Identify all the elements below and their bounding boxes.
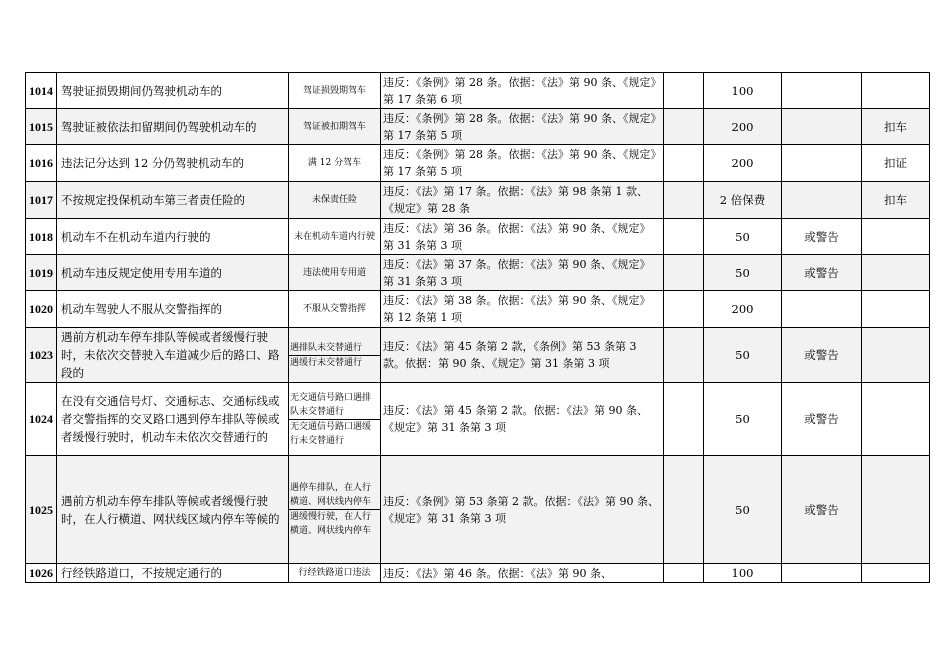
violation-abbreviation: 行经铁路道口违法 <box>289 564 381 583</box>
blank-cell <box>664 182 704 219</box>
violation-description: 违法记分达到 12 分仍驾驶机动车的 <box>57 145 289 182</box>
legal-basis: 违反：《条例》第 28 条。依据：《法》第 90 条、《规定》第 17 条第 5 项 <box>381 145 664 182</box>
alternative-penalty: 或警告 <box>782 219 862 255</box>
alternative-penalty: 或警告 <box>782 456 862 564</box>
table-row <box>26 456 930 564</box>
violation-code: 1025 <box>26 456 57 564</box>
fine-amount: 50 <box>704 219 782 255</box>
blank-cell <box>664 383 704 456</box>
extra-measure <box>862 456 930 564</box>
alternative-penalty <box>782 564 862 583</box>
legal-basis: 违反：《法》第 36 条。依据：《法》第 90 条、《规定》第 31 条第 3 项 <box>381 219 664 255</box>
violation-description: 驾驶证被依法扣留期间仍驾驶机动车的 <box>57 109 289 145</box>
legal-basis: 违反：《法》第 45 条第 2 款，《条例》第 53 条第 3 款。依据：第 90 条、《规定》第 31 条第 3 项 <box>381 328 664 383</box>
extra-measure <box>862 328 930 383</box>
fine-amount: 50 <box>704 255 782 291</box>
violation-description: 机动车不在机动车道内行驶的 <box>57 219 289 255</box>
extra-measure <box>862 383 930 456</box>
violation-description: 驾驶证损毁期间仍驾驶机动车的 <box>57 73 289 109</box>
violation-code: 1020 <box>26 291 57 328</box>
extra-measure: 扣证 <box>862 145 930 182</box>
alternative-penalty <box>782 73 862 109</box>
violation-code: 1014 <box>26 73 57 109</box>
table-row <box>26 219 930 255</box>
violation-code: 1019 <box>26 255 57 291</box>
table-row <box>26 383 930 456</box>
table-row <box>26 291 930 328</box>
legal-basis: 违反：《法》第 45 条第 2 款。依据：《法》第 90 条、《规定》第 31 条第 3 项 <box>381 383 664 456</box>
extra-measure <box>862 73 930 109</box>
blank-cell <box>664 219 704 255</box>
violation-abbreviation-split <box>289 383 381 456</box>
violation-abbreviation: 遇缓行未交替通行 <box>289 355 380 370</box>
legal-basis: 违反：《条例》第 28 条。依据：《法》第 90 条、《规定》第 17 条第 5 项 <box>381 109 664 145</box>
extra-measure: 扣车 <box>862 182 930 219</box>
fine-amount: 200 <box>704 145 782 182</box>
extra-measure: 扣车 <box>862 109 930 145</box>
fine-amount: 200 <box>704 109 782 145</box>
fine-amount: 50 <box>704 383 782 456</box>
violation-code: 1026 <box>26 564 57 583</box>
violation-table <box>25 72 930 583</box>
violation-code: 1024 <box>26 383 57 456</box>
alternative-penalty <box>782 182 862 219</box>
violation-abbreviation-split <box>289 456 381 564</box>
legal-basis: 违反：《法》第 38 条。依据：《法》第 90 条、《规定》第 12 条第 1 项 <box>381 291 664 328</box>
alternative-penalty <box>782 145 862 182</box>
violation-abbreviation: 驾证损毁期驾车 <box>289 73 381 109</box>
violation-code: 1015 <box>26 109 57 145</box>
table-row <box>26 182 930 219</box>
legal-basis: 违反：《条例》第 28 条。依据：《法》第 90 条、《规定》第 17 条第 6 项 <box>381 73 664 109</box>
violation-abbreviation: 遇停车排队，在人行横道、网状线内停车 <box>290 483 372 507</box>
legal-basis: 违反：《法》第 37 条。依据：《法》第 90 条、《规定》第 31 条第 3 项 <box>381 255 664 291</box>
extra-measure <box>862 255 930 291</box>
violation-code: 1016 <box>26 145 57 182</box>
blank-cell <box>664 255 704 291</box>
violation-description: 不按规定投保机动车第三者责任险的 <box>57 182 289 219</box>
alternative-penalty <box>782 109 862 145</box>
violation-description: 行经铁路道口，不按规定通行的 <box>57 564 289 583</box>
table-row <box>26 328 930 383</box>
violation-abbreviation: 未在机动车道内行驶 <box>289 219 381 255</box>
violation-code: 1018 <box>26 219 57 255</box>
extra-measure <box>862 564 930 583</box>
violation-code: 1023 <box>26 328 57 383</box>
table-row <box>26 109 930 145</box>
violation-abbreviation: 未保责任险 <box>289 182 381 219</box>
fine-amount: 100 <box>704 564 782 583</box>
fine-amount: 200 <box>704 291 782 328</box>
fine-amount: 50 <box>704 328 782 383</box>
blank-cell <box>664 564 704 583</box>
violation-abbreviation-split <box>289 328 381 383</box>
blank-cell <box>664 109 704 145</box>
alternative-penalty: 或警告 <box>782 255 862 291</box>
violation-abbreviation: 遇排队未交替通行 <box>290 342 363 353</box>
table-row <box>26 73 930 109</box>
alternative-penalty <box>782 291 862 328</box>
legal-basis: 违反：《法》第 17 条。依据：《法》第 98 条第 1 款、《规定》第 28 条 <box>381 182 664 219</box>
table-row <box>26 564 930 583</box>
alternative-penalty: 或警告 <box>782 383 862 456</box>
fine-amount: 50 <box>704 456 782 564</box>
violation-abbreviation: 驾证被扣期驾车 <box>289 109 381 145</box>
fine-amount: 100 <box>704 73 782 109</box>
violation-abbreviation: 满 12 分驾车 <box>289 145 381 182</box>
violation-description: 遇前方机动车停车排队等候或者缓慢行驶时，未依次交替驶入车道减少后的路口、路段的 <box>57 328 289 383</box>
extra-measure <box>862 219 930 255</box>
violation-abbreviation: 无交通信号路口遇排队未交替通行 <box>290 392 372 417</box>
blank-cell <box>664 328 704 383</box>
table-row <box>26 255 930 291</box>
violation-description: 遇前方机动车停车排队等候或者缓慢行驶时，在人行横道、网状线区域内停车等候的 <box>57 456 289 564</box>
violation-abbreviation: 无交通信号路口遇缓行未交替通行 <box>289 419 380 448</box>
violation-abbreviation: 遇缓慢行驶，在人行横道、网状线内停车 <box>289 509 380 538</box>
blank-cell <box>664 456 704 564</box>
violation-description: 在没有交通信号灯、交通标志、交通标线或者交警指挥的交叉路口遇到停车排队等候或者缓慢行驶时，机动车未依次交替通行的 <box>57 383 289 456</box>
fine-amount: 2 倍保费 <box>704 182 782 219</box>
legal-basis: 违反：《法》第 46 条。依据：《法》第 90 条、 <box>381 564 664 583</box>
blank-cell <box>664 145 704 182</box>
legal-basis: 违反：《条例》第 53 条第 2 款。依据：《法》第 90 条、《规定》第 31 条第 3 项 <box>381 456 664 564</box>
violation-description: 机动车违反规定使用专用车道的 <box>57 255 289 291</box>
alternative-penalty: 或警告 <box>782 328 862 383</box>
blank-cell <box>664 291 704 328</box>
violation-abbreviation: 不服从交警指挥 <box>289 291 381 328</box>
blank-cell <box>664 73 704 109</box>
table-row <box>26 145 930 182</box>
violation-description: 机动车驾驶人不服从交警指挥的 <box>57 291 289 328</box>
extra-measure <box>862 291 930 328</box>
violation-abbreviation: 违法使用专用道 <box>289 255 381 291</box>
violation-code: 1017 <box>26 182 57 219</box>
